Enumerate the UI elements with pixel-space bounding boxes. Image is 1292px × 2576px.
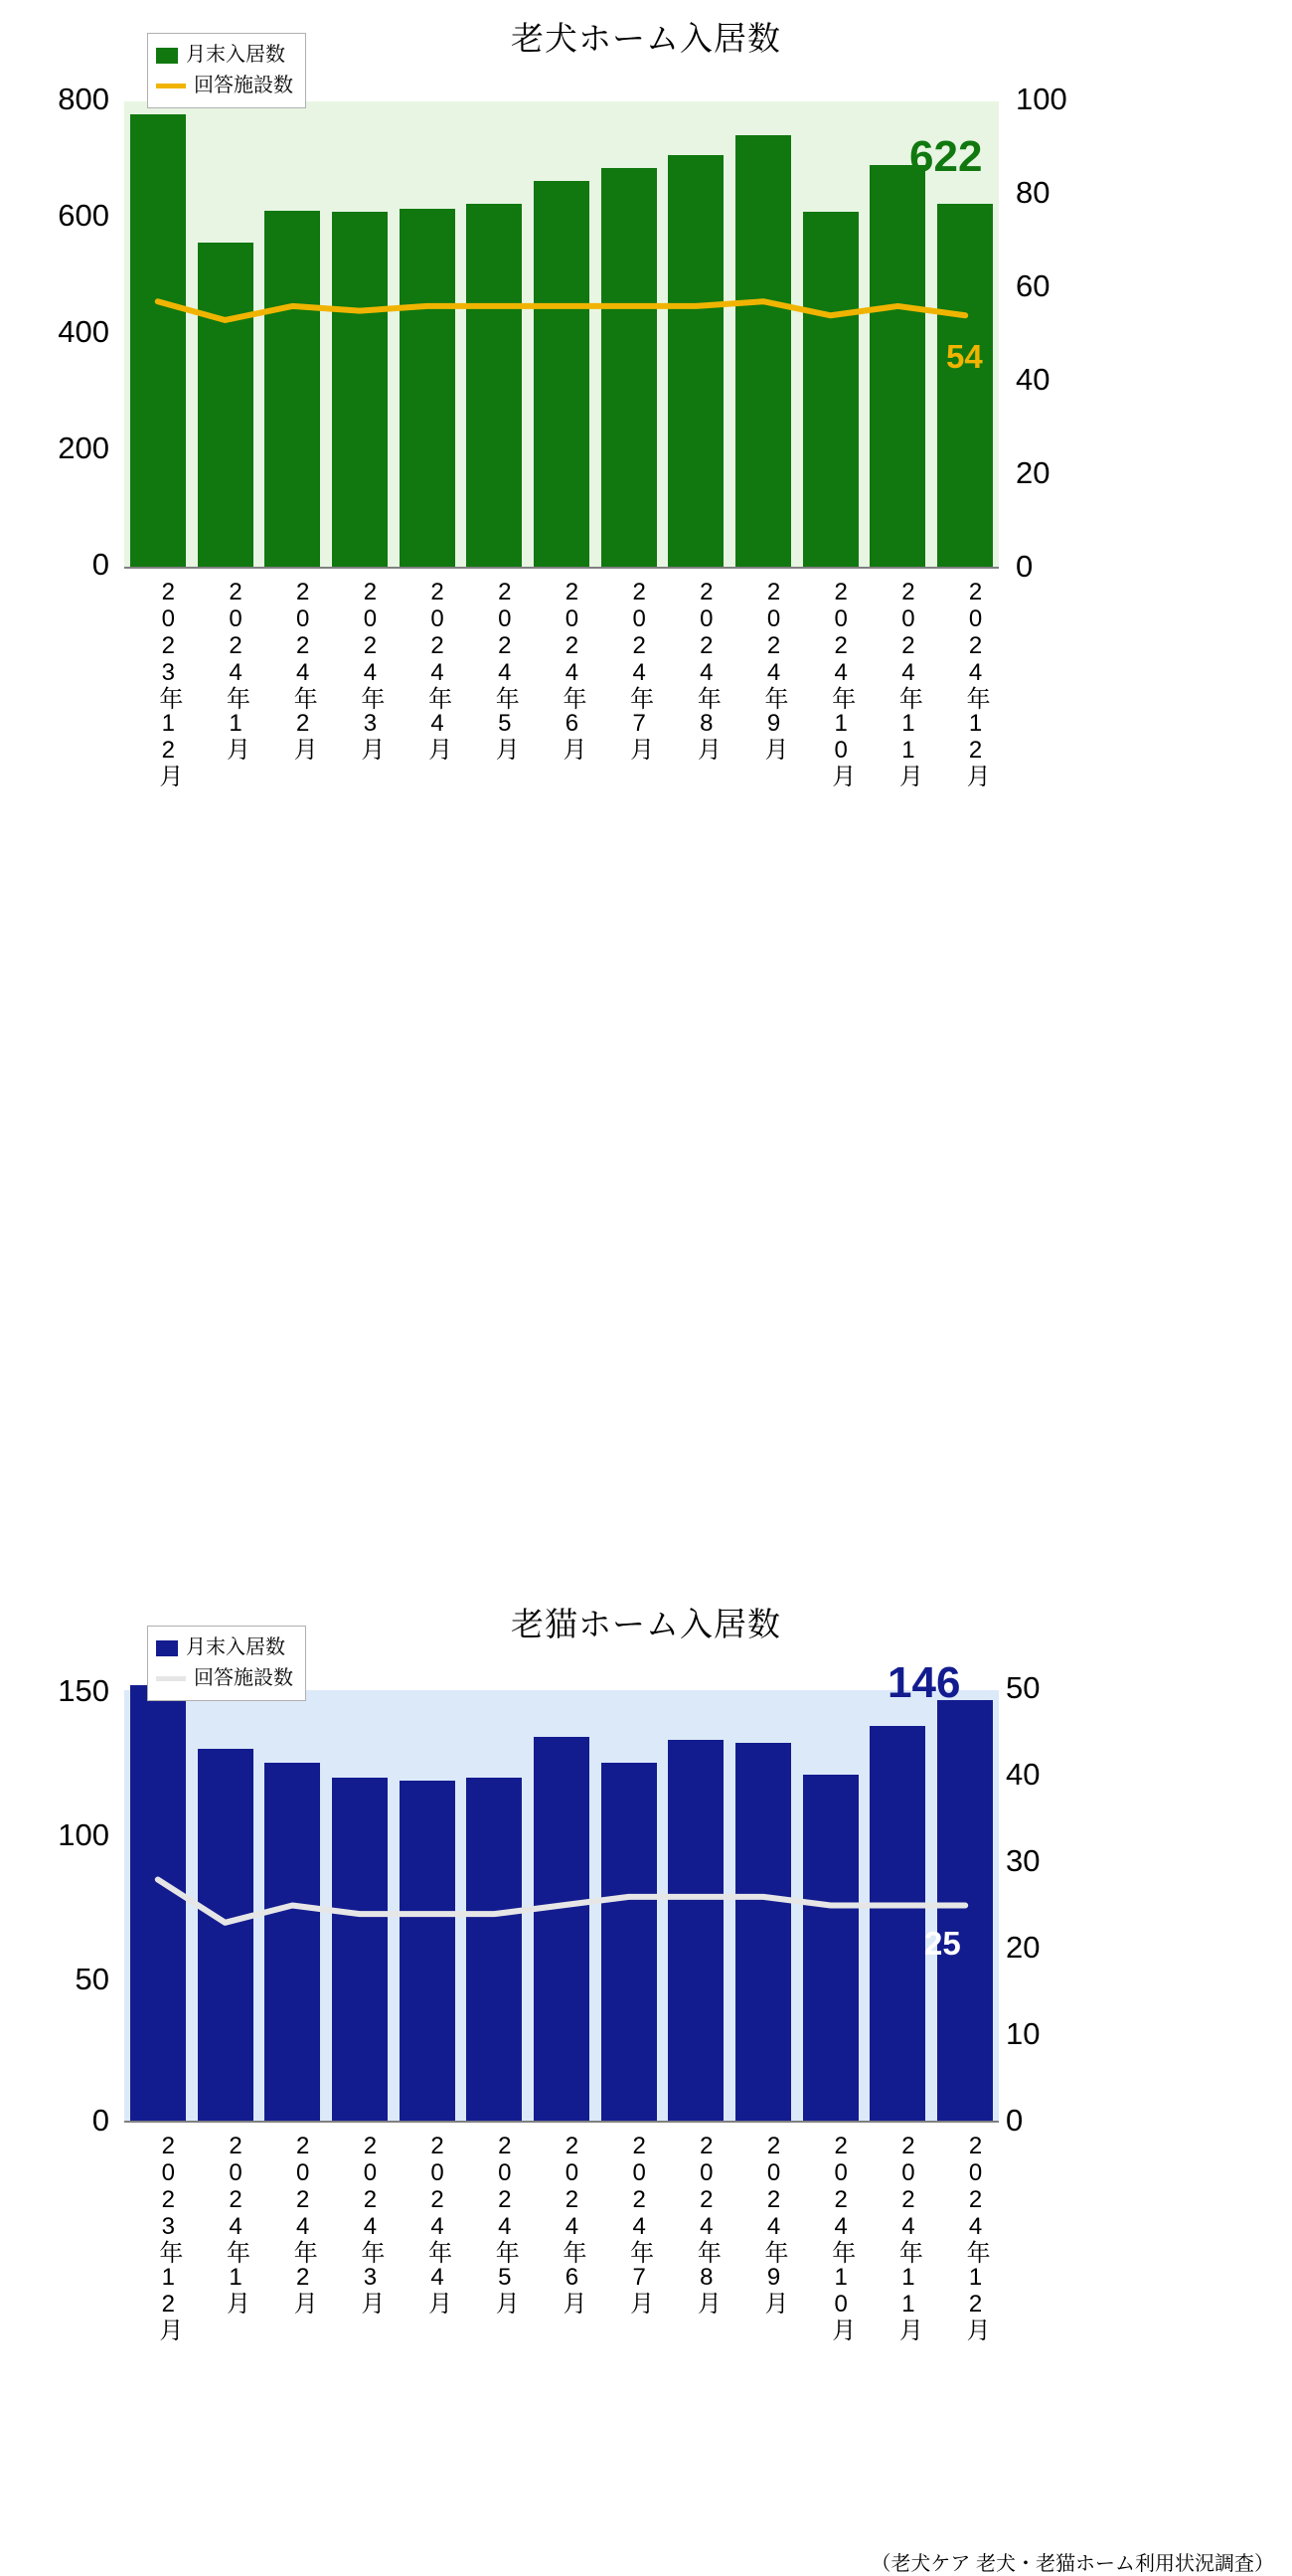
x-axis-label: 2024年4月 [423, 2133, 451, 2315]
bar [937, 204, 993, 567]
legend-item [156, 71, 293, 101]
dog-y2-tick: 80 [1016, 175, 1050, 210]
cat-y-tick: 150 [58, 1673, 109, 1708]
legend-label: 回答施設数 [194, 75, 293, 96]
dog-x-axis-labels [124, 579, 999, 787]
cat-legend [147, 1626, 306, 1701]
bar [466, 1778, 522, 2121]
x-axis-label: 2024年6月 [558, 579, 585, 761]
x-axis-label: 2024年4月 [423, 579, 451, 761]
bar [400, 209, 455, 567]
x-axis-label: 2024年9月 [760, 2133, 788, 2315]
bar [803, 1775, 859, 2121]
legend-swatch-icon [156, 1640, 178, 1656]
dog-y2-tick: 100 [1016, 82, 1067, 116]
x-axis-label: 2024年5月 [491, 2133, 519, 2315]
bar [198, 243, 253, 567]
cat-y2-tick: 50 [1006, 1670, 1041, 1705]
bar [534, 1737, 589, 2121]
x-axis-label: 2024年12月 [962, 2133, 990, 2341]
dog-y2-tick: 60 [1016, 268, 1050, 303]
dog-bar-group [124, 101, 999, 567]
x-axis-label: 2024年6月 [558, 2133, 585, 2315]
legend-item [156, 1632, 293, 1663]
dog-chart [0, 0, 1292, 785]
cat-y-tick: 0 [91, 2103, 109, 2138]
page-title-2: 老猫ホーム入居数 [511, 1606, 781, 1642]
legend-line-icon [156, 84, 186, 88]
cat-bar-callout: 146 [888, 1658, 961, 1707]
cat-x-axis-labels [124, 2133, 999, 2341]
bar [803, 212, 859, 567]
bar [601, 1763, 657, 2121]
x-axis-label: 2024年10月 [827, 2133, 855, 2341]
x-axis-label: 2024年12月 [962, 579, 990, 787]
dog-y2-tick: 0 [1016, 549, 1034, 584]
x-axis-label: 2024年1月 [222, 579, 249, 761]
bar [264, 211, 320, 567]
cat-line-callout: 25 [924, 1925, 961, 1962]
x-axis-label: 2024年11月 [894, 2133, 922, 2341]
x-axis-label: 2024年7月 [625, 579, 653, 761]
dog-line-callout: 54 [946, 338, 983, 375]
page-title: 老犬ホーム入居数 [511, 20, 781, 57]
bar [332, 1778, 388, 2121]
cat-y2-tick: 40 [1006, 1757, 1041, 1792]
cat-y2-tick: 10 [1006, 2016, 1041, 2051]
bar [332, 212, 388, 567]
cat-bar-group [124, 1690, 999, 2121]
bar [534, 181, 589, 567]
cat-y-tick: 50 [75, 1962, 109, 1996]
legend-item [156, 40, 293, 71]
x-axis-label: 2024年7月 [625, 2133, 653, 2315]
x-axis-label: 2024年2月 [289, 2133, 317, 2315]
cat-y2-tick: 30 [1006, 1843, 1041, 1878]
bar [668, 1740, 724, 2121]
legend-label: 回答施設数 [194, 1667, 293, 1689]
x-axis-label: 2024年9月 [760, 579, 788, 761]
bar [400, 1781, 455, 2121]
x-axis-label: 2024年2月 [289, 579, 317, 761]
dog-plot-area [124, 101, 999, 569]
x-axis-label: 2024年11月 [894, 579, 922, 787]
bar [130, 114, 186, 567]
x-axis-label: 2024年3月 [356, 2133, 384, 2315]
legend-swatch-icon [156, 48, 178, 64]
dog-y2-tick: 20 [1016, 455, 1050, 490]
dog-y2-tick: 40 [1016, 362, 1050, 397]
dog-y-tick: 0 [91, 547, 109, 582]
dog-y-tick: 600 [58, 198, 109, 233]
bar [264, 1763, 320, 2121]
x-axis-label: 2024年8月 [693, 2133, 721, 2315]
legend-item [156, 1663, 293, 1694]
x-axis-label: 2023年12月 [154, 2133, 182, 2341]
cat-y2-tick: 0 [1006, 2103, 1024, 2138]
bar [735, 135, 791, 567]
x-axis-label: 2023年12月 [154, 579, 182, 787]
legend-label: 月末入居数 [186, 1636, 285, 1658]
cat-y2-tick: 20 [1006, 1930, 1041, 1965]
bar [870, 1726, 925, 2121]
bar [735, 1743, 791, 2121]
dog-y-tick: 400 [58, 314, 109, 349]
bar [130, 1685, 186, 2121]
dog-bar-callout: 622 [909, 132, 983, 181]
legend-line-icon [156, 1676, 186, 1681]
cat-chart [0, 785, 1292, 2575]
bar [668, 155, 724, 567]
bar [601, 168, 657, 567]
bar [198, 1749, 253, 2121]
source-note: （老犬ケア 老犬・老猫ホーム利用状況調査） [871, 2553, 1274, 2575]
x-axis-label: 2024年3月 [356, 579, 384, 761]
legend-label: 月末入居数 [186, 44, 285, 66]
bar [870, 165, 925, 567]
x-axis-label: 2024年8月 [693, 579, 721, 761]
bar [937, 1700, 993, 2121]
x-axis-label: 2024年1月 [222, 2133, 249, 2315]
x-axis-label: 2024年5月 [491, 579, 519, 761]
dog-y-tick: 200 [58, 430, 109, 465]
x-axis-label: 2024年10月 [827, 579, 855, 787]
cat-plot-area [124, 1690, 999, 2123]
cat-y-tick: 100 [58, 1817, 109, 1852]
dog-legend [147, 33, 306, 108]
bar [466, 204, 522, 567]
dog-y-tick: 800 [58, 82, 109, 116]
